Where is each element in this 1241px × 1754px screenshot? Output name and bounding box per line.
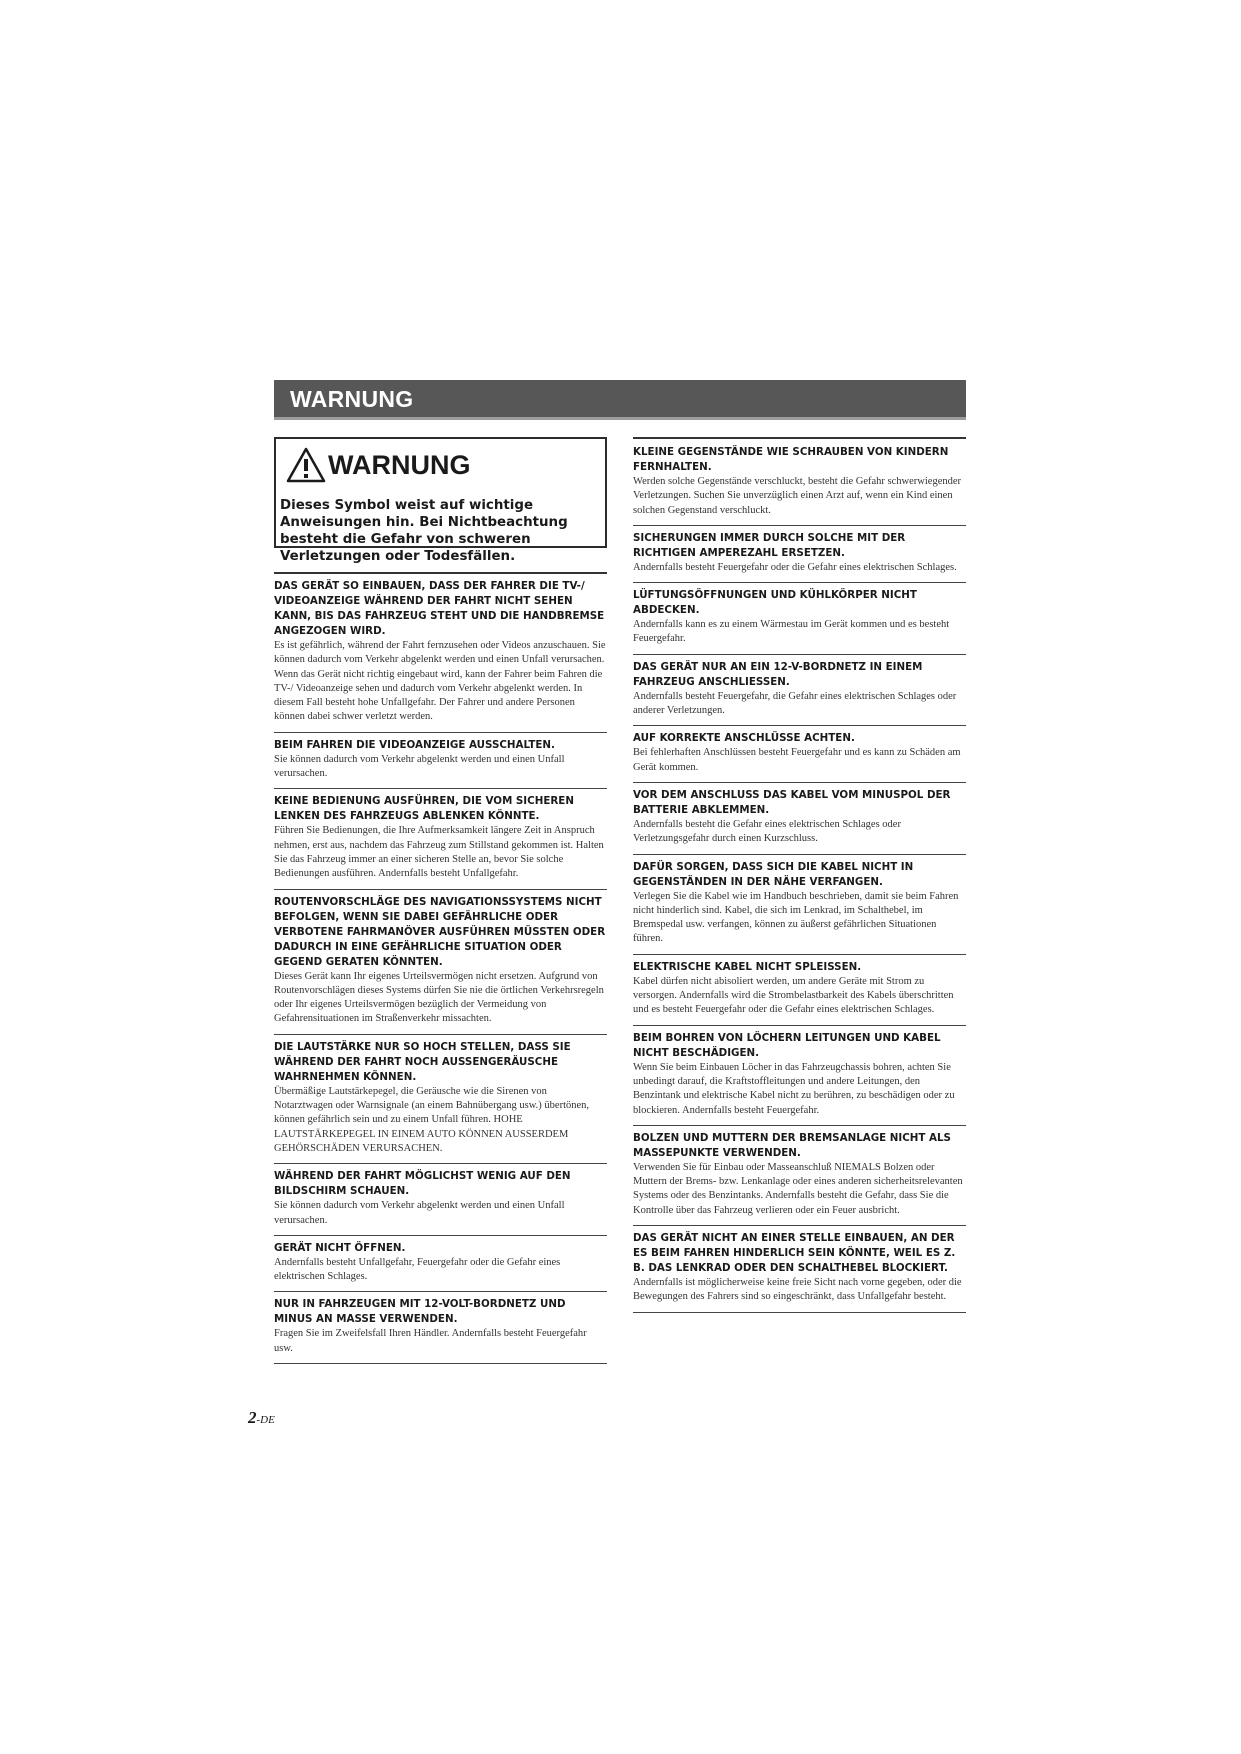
warning-item-title: GERÄT NICHT ÖFFNEN. — [274, 1241, 406, 1254]
warning-item-text: Andernfalls besteht Feuergefahr oder die Gefahr eines elektrischen Schlages. — [633, 561, 957, 573]
warning-item — [274, 574, 607, 733]
warning-item-text: Sie können dadurch vom Verkehr abgelenkt werden und einen Unfall verursachen. — [274, 753, 565, 780]
page-number — [248, 1408, 275, 1428]
warning-box-title: WARNUNG — [328, 449, 471, 480]
warning-item-text: Kabel dürfen nicht abisoliert werden, um andere Geräte mit Strom zu versorgen. Andernfalls wird die Strombelastbarkeit des Kabels überschritten und es besteht Feuergefahr oder die Gefahr eines elektrischen Schlages. — [633, 975, 954, 1016]
warning-item-title: AUF KORREKTE ANSCHLÜSSE ACHTEN. — [633, 732, 855, 745]
warning-item — [274, 890, 607, 1035]
warning-item — [274, 789, 607, 889]
warning-item-title: BEIM BOHREN VON LÖCHERN LEITUNGEN UND KABEL NICHT BESCHÄDIGEN. — [633, 1031, 941, 1059]
warning-item-title: DIE LAUTSTÄRKE NUR SO HOCH STELLEN, DASS SIE WÄHREND DER FAHRT NOCH AUSSENGERÄUSCHE WAHRNEHMEN KÖNNEN. — [274, 1040, 571, 1083]
warning-symbol-box — [274, 437, 607, 564]
warning-item-text: Übermäßige Lautstärkepegel, die Geräusche wie die Sirenen von Notarztwagen oder Warnsignale (an einem Bahnübergang usw.) übertönen, können gefährlich sein und zu einem Unfall führen. HOHE LAUTSTÄRKEPEGEL IN EINEM AUTO KÖNNEN AUSSERDEM GEHÖRSCHÄDEN VERURSACHEN. — [274, 1085, 590, 1154]
warning-item-title: DAS GERÄT NUR AN EIN 12-V-BORDNETZ IN EINEM FAHRZEUG ANSCHLIESSEN. — [633, 660, 923, 688]
warning-box-text: Dieses Symbol weist auf wichtige Anweisungen hin. Bei Nichtbeachtung besteht die Gefahr von schweren Verletzungen oder Todesfällen. — [280, 498, 568, 564]
warning-item — [633, 1126, 966, 1226]
warning-item — [633, 955, 966, 1026]
page-number-value: 2 — [248, 1408, 257, 1427]
warning-item-title: LÜFTUNGSÖFFNUNGEN UND KÜHLKÖRPER NICHT ABDECKEN. — [633, 589, 917, 617]
warning-item-title: VOR DEM ANSCHLUSS DAS KABEL VOM MINUSPOL DER BATTERIE ABKLEMMEN. — [633, 788, 951, 816]
right-warning-list — [633, 437, 966, 1313]
left-column — [274, 437, 607, 1364]
warning-item-text: Sie können dadurch vom Verkehr abgelenkt werden und einen Unfall verursachen. — [274, 1200, 565, 1226]
warning-triangle-icon — [286, 447, 326, 483]
warning-item-text: Es ist gefährlich, während der Fahrt fernzusehen oder Videos anzuschauen. Sie können dadurch vom Verkehr abgelenkt werden und einen Unfall verursachen. Wenn das Gerät nicht richtig eingebaut wird, kann der Fahrer beim Fahren die TV-/ Videoanzeige sehen und dadurch vom Verkehr abgelenkt werden. In diesem Fall besteht hohe Unfallgefahr. Der Fahrer und andere Personen können dabei schwer verletzt werden. — [274, 640, 606, 723]
warning-item — [633, 726, 966, 783]
warning-item-title: SICHERUNGEN IMMER DURCH SOLCHE MIT DER RICHTIGEN AMPEREZAHL ERSETZEN. — [633, 531, 906, 559]
warning-item — [633, 655, 966, 727]
warning-item — [633, 583, 966, 655]
warning-item-title: WÄHREND DER FAHRT MÖGLICHST WENIG AUF DEN BILDSCHIRM SCHAUEN. — [274, 1170, 571, 1198]
warning-item-title: BEIM FAHREN DIE VIDEOANZEIGE AUSSCHALTEN. — [274, 738, 555, 751]
left-warning-list — [274, 574, 607, 1364]
warning-item-title: DAS GERÄT NICHT AN EINER STELLE EINBAUEN, AN DER ES BEIM FAHREN HINDERLICH SEIN KÖNNTE, WEIL ES Z. B. DAS LENKRAD ODER DEN SCHALTHEBEL BLOCKIERT. — [633, 1232, 956, 1275]
right-column — [633, 437, 966, 1313]
warning-item-text: Andernfalls besteht Unfallgefahr, Feuergefahr oder die Gefahr eines elektrischen Schlages. — [274, 1256, 561, 1283]
warning-item-text: Verwenden Sie für Einbau oder Masseanschluß NIEMALS Bolzen oder Muttern der Brems- bzw. Lenkanlage oder eines anderen sicherheitsrelevanten Systems oder des Benzintanks. Andernfalls besteht die Gefahr, dass Sie die Kontrolle über das Fahrzeug verlieren oder ein Feuer ausbricht. — [633, 1161, 963, 1216]
section-header-bar — [274, 380, 966, 420]
warning-item — [633, 437, 966, 526]
warning-item-title: ELEKTRISCHE KABEL NICHT SPLEISSEN. — [633, 960, 862, 973]
warning-item-text: Werden solche Gegenstände verschluckt, besteht die Gefahr schwerwiegender Verletzungen. Suchen Sie unverzüglich einen Arzt auf, wenn ein Kind einen solchen Gegenstand verschluckt. — [633, 476, 962, 516]
warning-item — [274, 1035, 607, 1164]
warning-item — [274, 733, 607, 790]
warning-item-title: BOLZEN UND MUTTERN DER BREMSANLAGE NICHT ALS MASSEPUNKTE VERWENDEN. — [633, 1131, 951, 1159]
warning-item-text: Bei fehlerhaften Anschlüssen besteht Feuergefahr und es kann zu Schäden am Gerät kommen. — [633, 747, 961, 773]
warning-item — [633, 1026, 966, 1126]
warning-item — [274, 1292, 607, 1364]
warning-item — [633, 526, 966, 583]
warning-item-title: NUR IN FAHRZEUGEN MIT 12-VOLT-BORDNETZ UND MINUS AN MASSE VERWENDEN. — [274, 1298, 566, 1326]
section-title: WARNUNG — [290, 386, 414, 412]
warning-item — [633, 1226, 966, 1313]
warning-item — [633, 783, 966, 855]
page-number-suffix: -DE — [256, 1414, 275, 1426]
warning-item-text: Andernfalls besteht Feuergefahr, die Gefahr eines elektrischen Schlages oder anderer Verletzungen. — [633, 690, 957, 717]
warning-item-title: DAS GERÄT SO EINBAUEN, DASS DER FAHRER DIE TV-/ VIDEOANZEIGE WÄHREND DER FAHRT NICHT SEHEN KANN, BIS DAS FAHRZEUG STEHT UND DIE HANDBREMSE ANGEZOGEN WIRD. — [274, 580, 605, 637]
warning-item-text: Verlegen Sie die Kabel wie im Handbuch beschrieben, damit sie beim Fahren nicht hinderlich sind. Kabel, die sich im Lenkrad, im Schalthebel, im Bremspedal usw. verfangen, können zu äußerst gefährlichen Situationen führen. — [633, 890, 959, 945]
warning-item-text: Andernfalls besteht die Gefahr eines elektrischen Schlages oder Verletzungsgefahr durch einen Kurzschluss. — [633, 818, 901, 845]
warning-item-text: Fragen Sie im Zweifelsfall Ihren Händler. Andernfalls besteht Feuergefahr usw. — [274, 1328, 587, 1354]
warning-item-title: KLEINE GEGENSTÄNDE WIE SCHRAUBEN VON KINDERN FERNHALTEN. — [633, 446, 949, 473]
warning-item — [274, 1236, 607, 1293]
warning-item — [274, 1164, 607, 1236]
warning-item-text: Dieses Gerät kann Ihr eigenes Urteilsvermögen nicht ersetzen. Aufgrund von Routenvorschlägen dieses Systems dürfen Sie nie die örtlichen Verkehrsregeln oder Ihr eigenes Urteilsvermögen bezüglich der Vermeidung von Gefahrensituationen im Straßenverkehr missachten. — [274, 970, 604, 1025]
warning-item — [633, 855, 966, 955]
warning-item-title: KEINE BEDIENUNG AUSFÜHREN, DIE VOM SICHEREN LENKEN DES FAHRZEUGS ABLENKEN KÖNNTE. — [274, 795, 574, 823]
warning-item-text: Wenn Sie beim Einbauen Löcher in das Fahrzeugchassis bohren, achten Sie unbedingt darauf, die Kraftstoffleitungen und andere Leitungen, den Benzintank und elektrische Kabel nicht zu berühren, zu beschädigen oder zu blockieren. Andernfalls besteht Feuergefahr. — [633, 1061, 955, 1116]
warning-item-text: Andernfalls kann es zu einem Wärmestau im Gerät kommen und es besteht Feuergefahr. — [633, 619, 950, 645]
warning-item-title: DAFÜR SORGEN, DASS SICH DIE KABEL NICHT IN GEGENSTÄNDEN IN DER NÄHE VERFANGEN. — [633, 860, 914, 888]
warning-item-text: Andernfalls ist möglicherweise keine freie Sicht nach vorne gegeben, oder die Bewegungen des Fahrers sind so eingeschränkt, dass Unfallgefahr besteht. — [633, 1277, 962, 1303]
warning-item-text: Führen Sie Bedienungen, die Ihre Aufmerksamkeit längere Zeit in Anspruch nehmen, erst aus, nachdem das Fahrzeug zum Stillstand gekommen ist. Halten Sie das Fahrzeug immer an einer sicheren Stelle an, bevor Sie solche Bedienungen ausführen. Andernfalls besteht Unfallgefahr. — [274, 825, 604, 880]
warning-item-title: ROUTENVORSCHLÄGE DES NAVIGATIONSSYSTEMS NICHT BEFOLGEN, WENN SIE DABEI GEFÄHRLICHE ODER VERBOTENE FAHRMANÖVER AUSFÜHREN MÜSSTEN ODER DADURCH IN EINE GEFÄHRLICHE SITUATION ODER GEGEND GERATEN KÖNNTEN. — [274, 895, 606, 968]
